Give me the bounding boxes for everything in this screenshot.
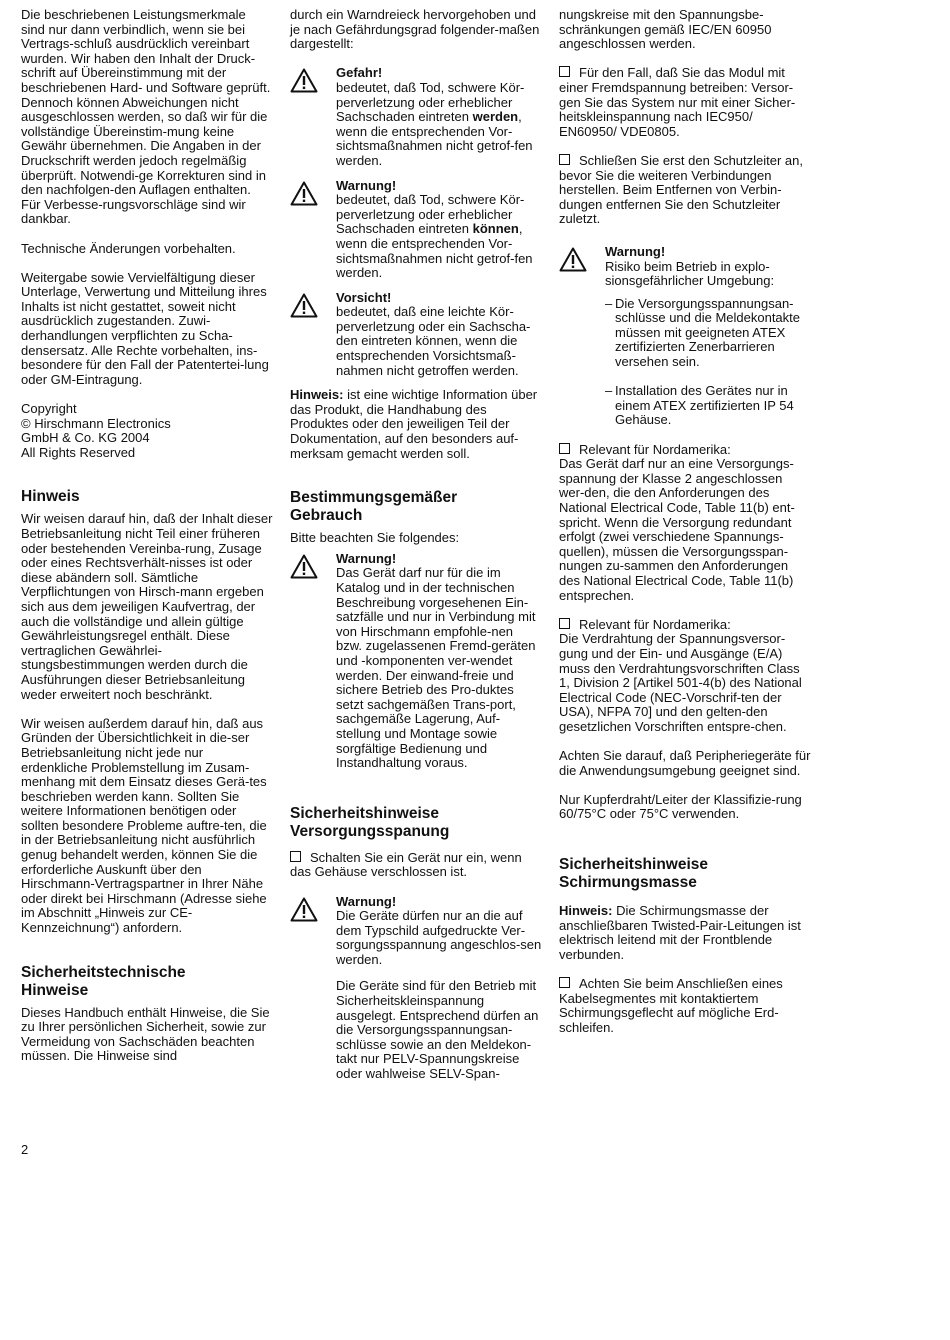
text-part: , wenn die entsprechenden Vor-sichtsmaßnahmen nicht getrof-fen werden.: [336, 221, 533, 281]
dash-item-text: Die Versorgungsspannungsan-schlüsse und die Meldekontakte müssen mit geeigneten ATEX zertifizierten Zenerbarrieren versehen sein.: [615, 295, 801, 370]
paragraph-warndreieck: durch ein Warndreieck hervorgehoben und je nach Gefährdungsgrad folgender-maßen dargestellt:: [290, 7, 540, 52]
heading-sicherheitshinweise-schirmung: [559, 856, 811, 892]
paragraph-copying: Weitergabe sowie Vervielfältigung dieser Unterlage, Verwertung und Mitteilung ihres Inhalts ist nicht gestattet, soweit nicht ausdrücklich zugestanden. Zuwi-derhandlungen verpflichten zu Scha-densersatz. Alle Rechte vorbehalten, ins-besondere für den Fall der Patentertei-lung oder GM-Eintragung.: [21, 269, 269, 387]
notice-warnung-versorgung: [290, 895, 542, 1082]
check-item-head: Relevant für Nordamerika:: [579, 616, 731, 632]
column-2: [290, 8, 542, 1092]
copyright-line-3: GmbH & Co. KG 2004: [21, 430, 150, 446]
notice-text-2: Die Geräte sind für den Betrieb mit Sicherheitskleinspannung ausgelegt. Entsprechend dürfen an die Versorgungsspannungsan-schlüsse sowie an den Meldekon-takt nur PELV-Spannungskreise oder wahlweise SELV-Span-: [336, 978, 539, 1082]
dash-item-zenerbarrieren: [559, 297, 811, 370]
check-item-nordamerika-1: [559, 443, 811, 604]
check-item-text: Schließen Sie erst den Schutzleiter an, bevor Sie die weiteren Verbindungen herstellen. Beim Entfernen von Verbin-dungen entfernen Sie den Schutzleiter zuletzt.: [559, 152, 804, 227]
column-3: [559, 8, 811, 1050]
check-item-text: Die Verdrahtung der Spannungsversor-gung und der Ein- und Ausgänge (E/A) muss den Verdrahtungsvorschriften Class 1, Division 2 [Artikel 501-4(b) des National Electrical Code (NEC-Vorschrif-ten der USA), NFPA 70] und den gelten-den gesetzlichen Vorschriften entspre-chen.: [559, 631, 802, 734]
heading-hinweis: Hinweis: [21, 488, 80, 506]
heading-line-2: Schirmungsmasse: [559, 874, 697, 892]
check-item-fremdspannung: [559, 66, 811, 139]
column-1: [21, 8, 273, 1079]
heading-line-2: Gebrauch: [290, 507, 363, 525]
notice-title: Warnung!: [336, 550, 397, 566]
warning-triangle-icon: [290, 554, 318, 579]
notice-text: [336, 193, 542, 281]
text-part: , wenn die entsprechenden Vor-sichtsmaßnahmen nicht getrof-fen werden.: [336, 109, 533, 168]
dash-bullet: –: [605, 295, 613, 311]
checkbox-square-icon: [559, 977, 570, 988]
notice-title: Warnung!: [336, 177, 397, 193]
checkbox-square-icon: [559, 66, 570, 77]
notice-text-1: Die Geräte dürfen nur an die auf dem Typschild aufgedruckte Ver-sorgungsspannung angeschlos-sen werden.: [336, 908, 542, 967]
warning-triangle-icon: [290, 897, 318, 922]
text-part: bedeutet, daß Tod, schwere Kör-perverletzung oder erheblicher Sachschaden eintreten: [336, 79, 525, 125]
heading-sicherheitstechnische-hinweise: [21, 964, 273, 1000]
copyright-line-4: All Rights Reserved: [21, 444, 136, 460]
check-item-text: Für den Fall, daß Sie das Modul mit einer Fremdspannung betreiben: Versor-gen Sie das System nur mit einer Sicher-heitskleinspannung nach IEC950/ EN60950/ VDE0805.: [559, 65, 796, 139]
checkbox-square-icon: [559, 154, 570, 165]
notice-title: Gefahr!: [336, 65, 383, 81]
check-item-text: Achten Sie beim Anschließen eines Kabelsegmentes mit kontaktiertem Schirmungsgeflecht auf mögliche Erd-schleifen.: [559, 976, 783, 1035]
paragraph-hinweis-2: Wir weisen außerdem darauf hin, daß aus Gründen der Übersichtlichkeit in die-ser Betriebsanleitung nicht jede nur erdenkliche Problemstellung im Zusam-menhang mit dem Einsatz dieses Gerä-tes beschrieben werden kann. Sollten Sie weitere Informationen benötigen oder sollten besondere Probleme auftre-ten, die in der Betriebsanleitung nicht ausführlich genug behandelt werden, können Sie die erforderliche Auskunft über den Hirschmann-Vertragspartner in Ihrer Nähe oder direkt bei Hirschmann (Adresse siehe im Abschnitt „Hinweis zur CE-Kennzeichnung“) anfordern.: [21, 715, 267, 936]
notice-text: [336, 81, 542, 169]
checkbox-square-icon: [559, 443, 570, 454]
notice-vorsicht: [290, 291, 542, 379]
heading-line-1: Bestimmungsgemäßer: [290, 489, 458, 507]
paragraph-kupferdraht: Nur Kupferdraht/Leiter der Klassifizie-rung 60/75°C oder 75°C verwenden.: [559, 791, 802, 822]
paragraph-hinweis-schirmung: [559, 904, 811, 962]
page-number: 2: [21, 1142, 29, 1157]
paragraph-changes: Technische Änderungen vorbehalten.: [21, 240, 236, 256]
heading-line-1: Sicherheitshinweise: [290, 804, 440, 822]
checkbox-square-icon: [559, 618, 570, 629]
hinweis-label: Hinweis:: [290, 387, 344, 403]
notice-gefahr: [290, 66, 542, 168]
heading-line-1: Sicherheitstechnische: [21, 963, 186, 981]
copyright-line-1: Copyright: [21, 401, 77, 417]
notice-warnung-ex: [559, 245, 811, 289]
bold-word: können: [472, 221, 519, 237]
copyright-block: [21, 402, 273, 460]
paragraph-hinweis-info: [290, 388, 542, 461]
paragraph-peripherie: Achten Sie darauf, daß Peripheriegeräte für die Anwendungsumgebung geeignet sind.: [559, 748, 811, 778]
hinweis-text: ist eine wichtige Information über das Produkt, die Handhabung des Produktes oder den jeweiligen Teil der Dokumentation, auf den besonders auf-merksam gemacht werden soll.: [290, 387, 538, 461]
notice-title: Warnung!: [605, 243, 666, 259]
checkbox-square-icon: [290, 851, 301, 862]
paragraph-spannungskreise: nungskreise mit den Spannungsbe-schränkungen gemäß IEC/EN 60950 angeschlossen werden.: [559, 7, 772, 52]
check-item-text: Schalten Sie ein Gerät nur ein, wenn das Gehäuse verschlossen ist.: [290, 849, 522, 880]
notice-title: Vorsicht!: [336, 289, 392, 305]
warning-triangle-icon: [290, 68, 318, 93]
notice-text: Das Gerät darf nur für die im Katalog und in der technischen Beschreibung vorgesehenen Ein-satzfälle und nur in Verbindung mit von Hirschmann empfohle-nen bzw. zugelassenen Fremd-geräten und -komponenten ver-wendet werden. Der einwand-freie und sichere Betrieb des Pro-duktes setzt sachgemäßen Trans-port, sachgemäße Lagerung, Auf-stellung und Montage sowie sorgfältige Bedienung und Instandhaltung voraus.: [336, 565, 536, 771]
paragraph-hinweis-1: Wir weisen darauf hin, daß der Inhalt dieser Betriebsanleitung nicht Teil einer früheren oder bestehenden Vereinba-rung, Zusage oder eines Rechtsverhält-nisses ist oder diese abändern soll. Sämtliche Verpflichtungen von Hirsch-mann ergeben sich aus dem jeweiligen Kaufvertrag, der auch die vollständige und allein gültige Gewährleistungsregel enthält. Diese vertraglichen Gewährlei-stungsbestimmungen werden durch die Ausführungen dieser Betriebsanleitung weder erweitert noch beschränkt.: [21, 511, 273, 702]
dash-bullet: –: [605, 383, 613, 399]
paragraph-disclaimer: Die beschriebenen Leistungsmerkmale sind nur dann verbindlich, wenn sie bei Vertrags-schluß ausdrücklich vereinbart wurden. Wir haben den Inhalt der Druck-schrift auf Übereinstimmung mit der beschriebenen Hard- und Software geprüft. Dennoch können Abweichungen nicht ausgeschlossen werden, so daß wir für die vollständige Übereinstim-mung keine Gewähr übernehmen. Die Angaben in der Druckschrift werden jedoch regelmäßig überprüft. Notwendi-ge Korrekturen sind in den nachfolgen-den Auflagen enthalten. Für Verbesse-rungsvorschläge sind wir dankbar.: [21, 7, 271, 227]
notice-warnung-gebrauch: [290, 552, 542, 771]
check-item-text: Das Gerät darf nur an eine Versorgungs-spannung der Klasse 2 angeschlossen wer-den, die den Anforderungen des National Electrical Code, Table 11(b) ent-spricht. Wenn die Versorgung redundant erfolgt (zwei verschiedene Spannungs-quellen), müssen die Versorgungsspan-nungen zu-sammen den Anforderungen des National Electrical Code, Table 11(b) entsprechen.: [559, 456, 795, 603]
notice-text: bedeutet, daß eine leichte Kör-perverletzung oder ein Sachscha-den eintreten können, wenn die entsprechenden Vorsichtsmaß-nahmen nicht getroffen werden.: [336, 304, 531, 378]
warning-triangle-icon: [290, 181, 318, 206]
notice-title: Warnung!: [336, 893, 397, 909]
paragraph-bitte: Bitte beachten Sie folgendes:: [290, 530, 460, 546]
warning-triangle-icon: [559, 247, 587, 272]
check-item-nordamerika-2: [559, 618, 811, 735]
dash-item-gehaeuse: [559, 384, 811, 428]
warning-triangle-icon: [290, 293, 318, 318]
heading-bestimmungsgemaesser-gebrauch: [290, 489, 542, 525]
text-part: bedeutet, daß Tod, schwere Kör-perverletzung oder erheblicher Sachschaden eintreten: [336, 192, 525, 237]
bold-word: werden: [472, 109, 519, 125]
heading-line-2: Hinweise: [21, 981, 89, 999]
copyright-line-2: © Hirschmann Electronics: [21, 415, 171, 431]
heading-line-1: Sicherheitshinweise: [559, 856, 709, 874]
hinweis-text: Die Schirmungsmasse der anschließbaren Twisted-Pair-Leitungen ist elektrisch leitend mit der Frontblende verbunden.: [559, 903, 801, 962]
check-item-erdschleifen: [559, 977, 811, 1035]
check-item-head: Relevant für Nordamerika:: [579, 441, 731, 457]
dash-item-text: Installation des Gerätes nur in einem ATEX zertifizierten IP 54 Gehäuse.: [615, 383, 794, 428]
check-item-gehaeuse: [290, 851, 542, 880]
check-item-schutzleiter: [559, 154, 811, 227]
heading-sicherheitshinweise-versorgung: [290, 805, 542, 841]
heading-line-2: Versorgungsspanung: [290, 822, 450, 840]
paragraph-handbuch: Dieses Handbuch enthält Hinweise, die Sie zu Ihrer persönlichen Sicherheit, sowie zur Vermeidung von Sachschäden beachten müssen. Die Hinweise sind: [21, 1004, 270, 1064]
notice-text: Risiko beim Betrieb in explo-sionsgefährlicher Umgebung:: [605, 258, 775, 289]
hinweis-label: Hinweis:: [559, 903, 613, 919]
notice-warnung: [290, 179, 542, 281]
